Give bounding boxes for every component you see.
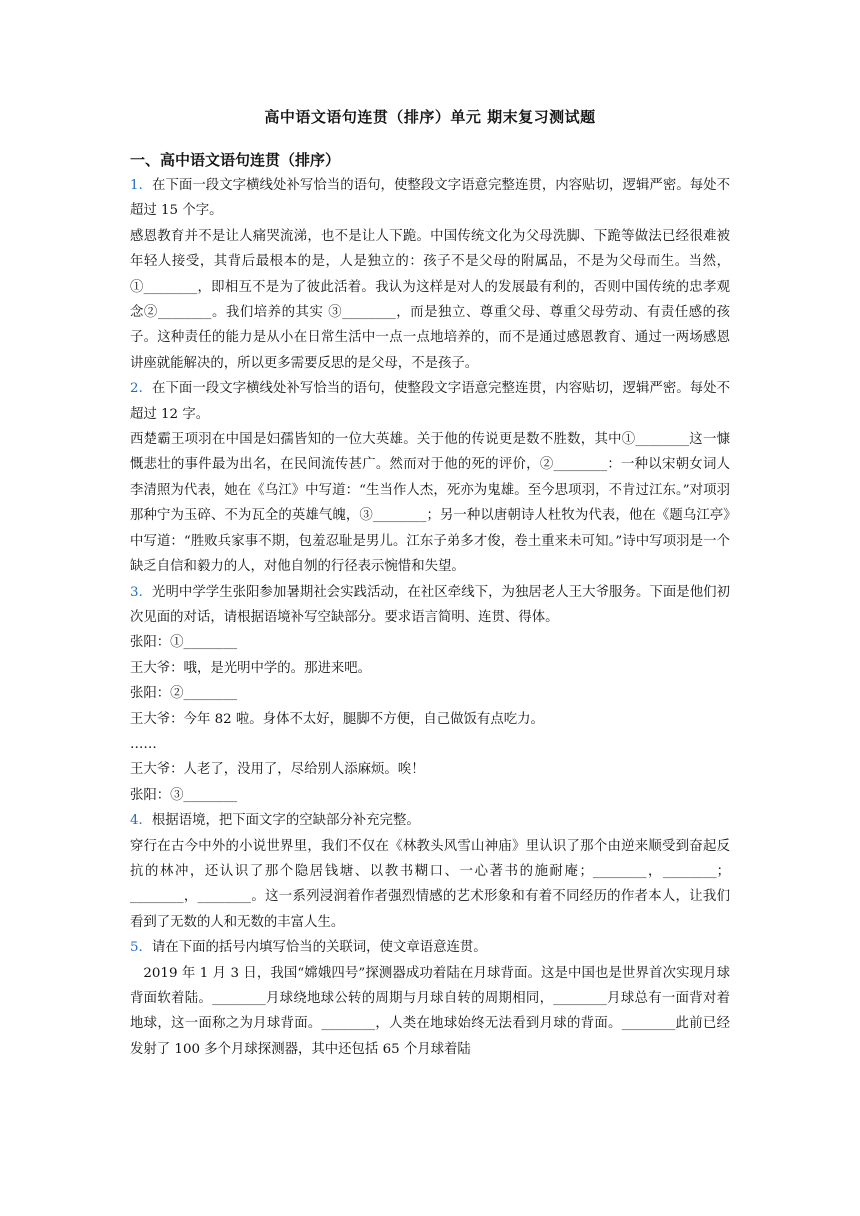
question-2-passage: 西楚霸王项羽在中国是妇孺皆知的一位大英雄。关于他的传说更是数不胜数，其中①________这一慷慨悲壮的事件最为出名，在民间流传甚广。然而对于他的死的评价，②________：一种以宋朝女词人李清照为代表，她在《乌江》中写道：“生当作人杰，死亦为鬼雄。至今思项羽，不肯过江东。”对项羽那种宁为玉碎、不为瓦全的英雄气魄，③________；另一种以唐朝诗人杜牧为代表，他在《题乌江亭》中写道：“胜败兵家事不期，包羞忍耻是男儿。江东子弟多才俊，卷土重来未可知。”诗中写项羽是一个缺乏自信和毅力的人，对他自刎的行径表示惋惜和失望。 xyxy=(130,432,730,575)
question-2-prompt xyxy=(130,376,730,427)
question-number: 2． xyxy=(130,381,153,397)
question-3-prompt xyxy=(130,580,730,631)
question-1-prompt xyxy=(130,173,730,224)
question-number: 1． xyxy=(130,178,153,193)
question-4-passage: 穿行在古今中外的小说世界里，我们不仅在《林教头风雪山神庙》里认识了那个由逆来顺受到奋起反抗的林冲，还认识了那个隐居钱塘、以教书糊口、一心著书的施耐庵；________，________；________，________。这一系列浸润着作者强烈情感的艺术形象和有着不同经历的作者本人，让我们看到了无数的人和无数的丰富人生。 xyxy=(130,838,730,930)
question-number: 5． xyxy=(130,940,152,956)
document-title: 高中语文语句连贯（排序）单元 期末复习测试题 xyxy=(264,108,596,126)
question-5-passage: 2019 年 1 月 3 日，我国“嫦娥四号”探测器成功着陆在月球背面。这是中国也是世界首次实现月球背面软着陆。________月球绕地球公转的周期与月球自转的周期相同，________月球总有一面背对着地球，这一面称之为月球背面。________，人类在地球始终无法看到月球的背面。________此前已经发射了 100 多个月球探测器，其中还包括 65 个月球着陆 xyxy=(130,965,730,1057)
dialogue-line: 张阳：①________ xyxy=(130,635,238,651)
dialogue-ellipsis: …… xyxy=(130,736,157,752)
dialogue-line: 王大爷：人老了，没用了，尽给别人添麻烦。唉！ xyxy=(130,762,425,778)
dialogue-line: 王大爷：哦，是光明中学的。那进来吧。 xyxy=(130,660,372,676)
dialogue-line: 张阳：③________ xyxy=(130,787,238,803)
question-text: 在下面一段文字横线处补写恰当的语句，使整段文字语意完整连贯，内容贴切，逻辑严密。每处不超过 12 字。 xyxy=(130,381,730,422)
question-text: 在下面一段文字横线处补写恰当的语句，使整段文字语意完整连贯，内容贴切，逻辑严密。每处不超过 15 个字。 xyxy=(130,178,730,219)
question-number: 3． xyxy=(130,584,153,600)
question-text: 根据语境，把下面文字的空缺部分补充完整。 xyxy=(151,813,420,829)
question-text: 光明中学学生张阳参加暑期社会实践活动，在社区牵线下，为独居老人王大爷服务。下面是他们初次见面的对话，请根据语境补写空缺部分。要求语言简明、连贯、得体。 xyxy=(130,584,730,625)
question-text: 请在下面的括号内填写恰当的关联词，使文章语意连贯。 xyxy=(151,940,487,956)
question-number: 4． xyxy=(130,813,152,829)
question-5-prompt xyxy=(130,935,730,960)
question-1-passage: 感恩教育并不是让人痛哭流涕，也不是让人下跪。中国传统文化为父母洗脚、下跪等做法已经很难被年轻人接受，其背后最根本的是，人是独立的：孩子不是父母的附属品，不是为父母而生。当然，①________，即相互不是为了彼此活着。我认为这样是对人的发展最有利的，否则中国传统的忠孝观念②________。我们培养的其实 ③________，而是独立、尊重父母、尊重父母劳动、有责任感的孩子。这种责任的能力是从小在日常生活中一点一点地培养的，而不是通过感恩教育、通过一两场感恩讲座就能解决的，所以更多需要反思的是父母，不是孩子。 xyxy=(130,228,730,371)
dialogue-line: 王大爷：今年 82 啦。身体不太好，腿脚不方便，自己做饭有点吃力。 xyxy=(130,711,544,727)
question-4-prompt xyxy=(130,808,730,833)
dialogue-line: 张阳：②________ xyxy=(130,686,238,702)
section-heading: 一、高中语文语句连贯（排序） xyxy=(130,151,341,169)
document-page xyxy=(130,100,730,1062)
